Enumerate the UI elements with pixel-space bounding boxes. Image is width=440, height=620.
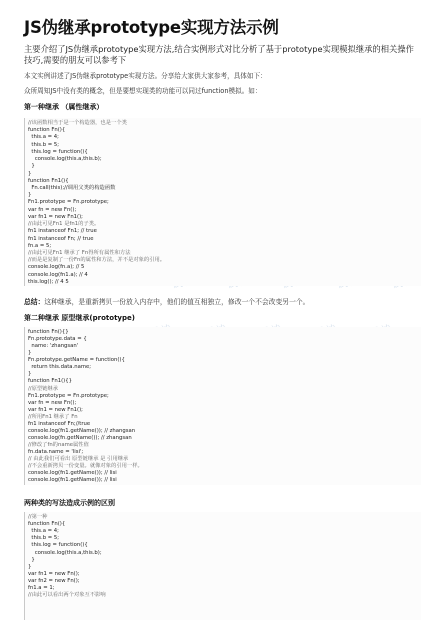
code-line: console.log(fn1.a); // 4 [28, 271, 88, 278]
code-comment-line: //第一种 [28, 514, 48, 520]
code-line: fn1 instanceof Fn; // true [28, 235, 94, 242]
code-line: var fn1 = new Fn1(); [28, 213, 83, 220]
code-line: var fn = new Fn(); [28, 399, 77, 406]
code-line: var fn1 = new Fn(); [28, 570, 80, 577]
code-block-1 [24, 118, 421, 286]
code-comment-line: //由此可见Fn1 继承了 Fn得所有属性和方法 [28, 249, 131, 256]
code-line: fn1.a = 1; [28, 585, 55, 591]
code-line: } [28, 170, 32, 177]
code-line: Fn1.prototype = Fn.prototype; [28, 199, 109, 206]
code-line: name: 'zhangsan' [28, 343, 79, 350]
code-line: } [28, 556, 35, 563]
code-line: fn.data.name = 'lisi'; [28, 449, 84, 456]
code-line: console.log(fn1.getName()); // lisi [28, 477, 117, 484]
code-line: fn1 instanceof Fn;//true [28, 420, 91, 427]
code-line: Fn.prototype.data = { [28, 336, 87, 343]
code-line: this.log = function(){ [28, 542, 88, 549]
code-block-2 [24, 327, 421, 485]
intro-paragraph: 主要介绍了JS伪继承prototype实现方法,结合实例形式对比分析了基于prototype实现模拟继承的相关操作技巧,需要的朋友可以参考下 [24, 44, 414, 65]
code-line: fn1 instanceof Fn1; // true [28, 228, 97, 235]
code-comment-line: //修改了fn的name属性值 [28, 442, 89, 449]
code-line: var fn1 = new Fn1(); [28, 406, 83, 413]
code-line: console.log(fn1.getName()); // lisi [28, 470, 117, 477]
code-line: function Fn1(){ [28, 177, 69, 184]
code-line: this.a = 4; [28, 134, 59, 141]
code-comment-line: //该函数相当于是一个构造器，也是一个类 [28, 120, 127, 126]
code-line: return this.data.name; [28, 364, 92, 371]
summary-text: 这种继承，是重新拷贝一份放入内存中，他们的值互相独立，修改一个不会改变另一个。 [44, 298, 310, 306]
code-line: console.log(this.a,this.b); [28, 156, 102, 163]
code-comment-line: //原型链继承 [28, 385, 59, 392]
code-line: this.log = function(){ [28, 148, 88, 155]
code-line: console.log(fn.getName()); // zhangsan [28, 435, 132, 442]
code-comment-line: //由此可以看出两个对象互不影响 [28, 592, 106, 599]
code-line: this.b = 5; [28, 535, 60, 542]
code-comment-line: // 由此我们可看出 原型链继承 是 引用继承 [28, 456, 129, 463]
code-line: fn.a = 5; [28, 242, 52, 249]
code-line: } [28, 350, 32, 357]
code-line: var fn2 = new Fn(); [28, 577, 80, 584]
paragraph-2: 众所周知JS中没有类的概念，但是要想实现类的功能可以同过function模拟。如： [24, 87, 262, 95]
section-heading-1: 第一种继承 （属性继承） [24, 103, 104, 111]
code-line: Fn1.prototype = Fn.prototype; [28, 392, 109, 399]
code-line: console.log(fn1.getName()); // zhangsan [28, 427, 136, 434]
code-comment-line: //不会重新拷贝一份变量。就像对象的引用一样。 [28, 463, 143, 470]
code-line: console.log(this.a,this.b); [28, 549, 102, 556]
code-line: Fn.call(this);//调用父类的构造函数 [28, 184, 116, 191]
summary-label: 总结： [24, 298, 45, 306]
section-heading-3: 两种类的写法造成示例的区别 [24, 499, 115, 507]
code-line: function Fn(){ [28, 127, 66, 134]
code-line: Fn.prototype.getName = function(){ [28, 357, 125, 364]
code-line: console.log(fn.a); // 5 [28, 264, 85, 271]
code-line: function Fn1(){} [28, 378, 72, 385]
code-comment-line: //而是是复制了一份Fn的属性和方法，并不是对象的引用。 [28, 257, 166, 264]
code-block-3 [24, 512, 421, 620]
section-heading-2: 第二种继承 原型继承(prototype) [24, 314, 135, 322]
code-line: } [28, 563, 32, 570]
code-line: function Fn(){ [28, 521, 66, 528]
code-comment-line: //所用Fn1 继承了 Fn [28, 413, 78, 420]
code-line: function Fn(){} [28, 329, 69, 335]
code-line: } [28, 371, 32, 378]
code-line: var fn = new Fn(); [28, 206, 77, 213]
code-comment-line: //由此可见Fn1 是fn1的子类。 [28, 221, 100, 228]
code-line: this.log(); // 4 5 [28, 278, 69, 285]
code-line: this.a = 4; [28, 528, 59, 535]
paragraph-1: 本文实例讲述了JS伪继承prototype实现方法。分享给大家供大家参考，具体如下： [24, 72, 267, 80]
summary-paragraph [24, 296, 309, 306]
code-line: } [28, 192, 32, 199]
code-line: this.b = 5; [28, 141, 60, 148]
page-title: JS伪继承prototype实现方法示例 [24, 18, 279, 37]
code-line: } [28, 163, 35, 170]
